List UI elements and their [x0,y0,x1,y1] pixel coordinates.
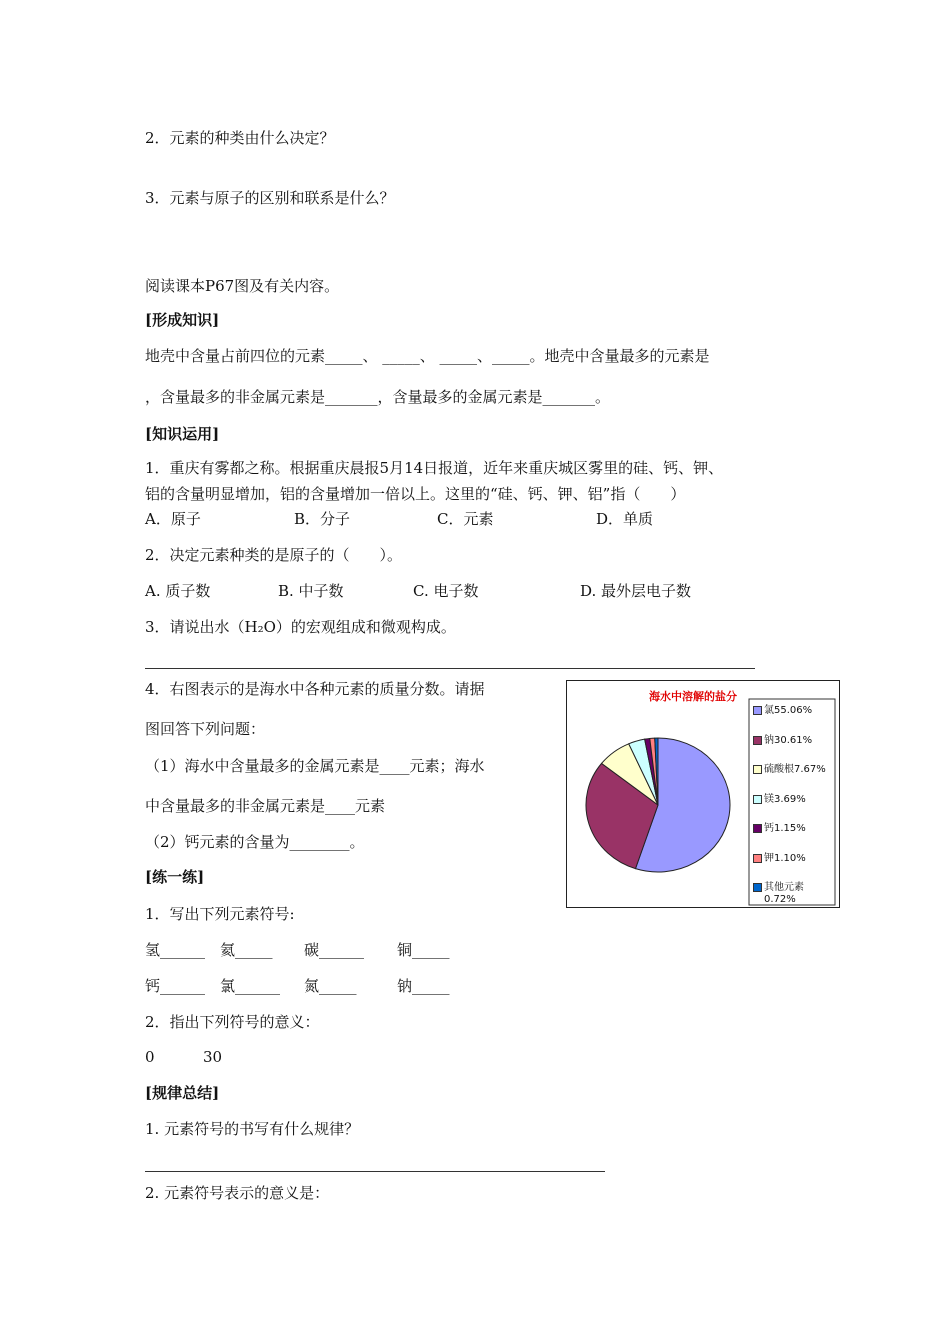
element-blank-carbon: 碳______ [304,941,365,959]
apply-q2-option-d: D. 最外层电子数 [580,582,692,600]
question-2: 2．元素的种类由什么决定？ [145,129,335,147]
legend-label: 硫酸根7.67% [764,764,826,775]
apply-q4-line-2: 图回答下列问题： [145,720,266,738]
apply-q1-option-d: D．单质 [596,510,654,528]
apply-q2-option-a: A. 质子数 [145,582,211,600]
element-blank-copper: 铜_____ [397,941,450,959]
apply-q2: 2．决定元素种类的是原子的（ ）。 [145,546,403,564]
legend-swatch [753,736,762,745]
heading-practice: [练一练] [145,868,205,886]
legend-swatch [753,883,762,892]
pie-slices [586,738,730,872]
apply-q3: 3．请说出水（H₂O）的宏观组成和微观构成。 [145,618,456,636]
practice-q1: 1．写出下列元素符号: [145,905,295,923]
symbol-30: 30 [203,1048,223,1066]
legend-label: 其他元素 0.72% [764,882,804,905]
apply-q2-option-b: B. 中子数 [278,582,344,600]
question-3: 3．元素与原子的区别和联系是什么？ [145,189,395,207]
legend-label: 钾1.10% [764,852,806,864]
apply-q1-line-1: 1．重庆有雾都之称。根据重庆晨报5月14日报道，近年来重庆城区雾里的硅、钙、钾、 [145,459,724,477]
element-blank-chlorine: 氯______ [220,977,281,995]
apply-q4-line-1: 4．右图表示的是海水中各种元素的质量分数。请据 [145,680,485,698]
legend-swatch [753,706,762,715]
heading-knowledge-apply: [知识运用] [145,425,220,443]
legend-swatch [753,795,762,804]
seawater-pie-chart [566,680,840,908]
legend-label: 镁3.69% [764,793,806,805]
summary-answer-line [145,1171,605,1172]
apply-q4-line-3: （1）海水中含量最多的金属元素是____元素；海水 [145,757,485,775]
legend-swatch [753,854,762,863]
legend-swatch [753,765,762,774]
heading-form-knowledge: [形成知识] [145,311,220,329]
summary-q2: 2. 元素符号表示的意义是： [145,1184,330,1202]
element-blank-sodium: 钠_____ [397,977,450,995]
symbol-0: 0 [145,1048,155,1066]
practice-q2: 2．指出下列符号的意义： [145,1013,320,1031]
form-knowledge-line-1: 地壳中含量占前四位的元素_____、 _____、 _____、_____。地壳中含量最多的元素是 [145,347,710,365]
apply-q1-option-b: B．分子 [294,510,351,528]
legend-swatch [753,824,762,833]
apply-q1-line-2: 铝的含量明显增加，铝的含量增加一倍以上。这里的“硅、钙、钾、铝”指（ ） [145,485,686,503]
element-blank-hydrogen: 氢______ [145,941,206,959]
legend-label: 钠30.61% [764,734,813,746]
element-blank-calcium: 钙______ [145,977,206,995]
apply-q2-option-c: C. 电子数 [413,582,479,600]
answer-line [145,668,755,669]
heading-summary: [规律总结] [145,1084,220,1102]
apply-q1-option-a: A．原子 [145,510,201,528]
apply-q4-line-4: 中含量最多的非金属元素是____元素 [145,797,386,815]
summary-q1: 1. 元素符号的书写有什么规律？ [145,1120,360,1138]
chart-title: 海水中溶解的盐分 [649,690,737,703]
apply-q1-option-c: C．元素 [437,510,494,528]
form-knowledge-line-2: ，含量最多的非金属元素是_______，含量最多的金属元素是_______。 [145,388,611,406]
legend-label: 钙1.15% [764,823,806,834]
apply-q4-line-5: （2）钙元素的含量为________。 [145,833,365,851]
reading-instruction: 阅读课本P67图及有关内容。 [145,277,340,295]
element-blank-helium: 氦_____ [220,941,273,959]
legend-label: 氯55.06% [764,705,813,716]
element-blank-nitrogen: 氮_____ [304,977,357,995]
